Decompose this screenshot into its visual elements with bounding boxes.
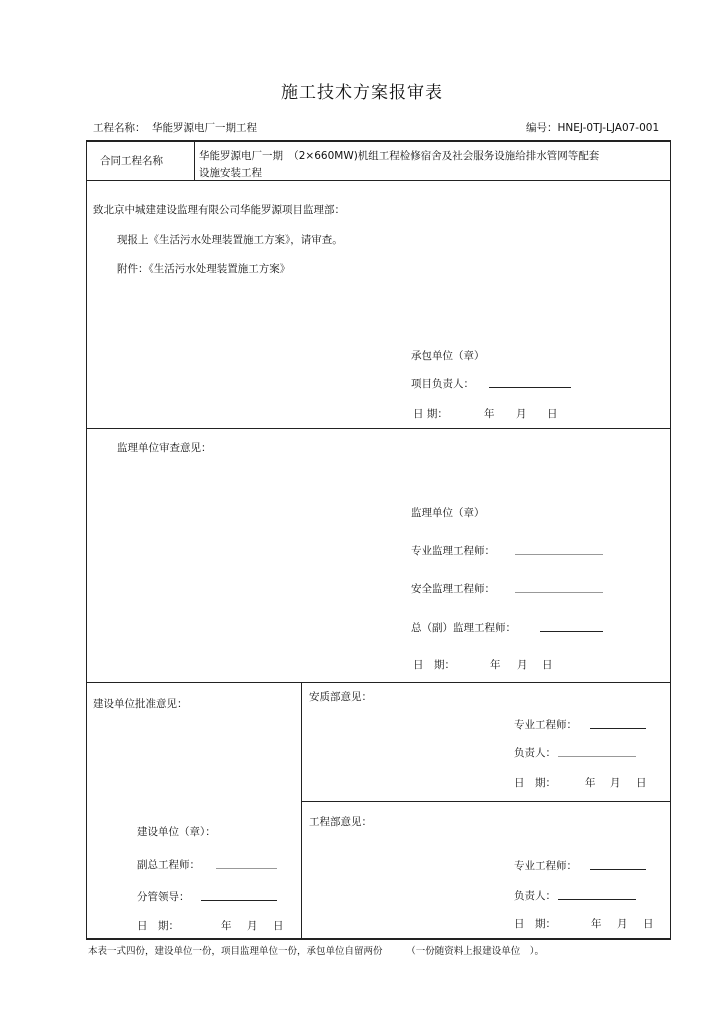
safety-dept-engineer-label: 专业工程师： (514, 719, 577, 731)
safety-dept-date-label: 日 期： (514, 777, 556, 789)
safety-supervisor-signature-line[interactable] (515, 592, 603, 593)
engineering-dept-date-label: 日 期： (514, 918, 556, 930)
engineering-dept-year: 年 (591, 918, 602, 930)
owner-date-label: 日 期： (137, 920, 179, 932)
engineering-dept-day: 日 (643, 918, 654, 930)
safety-dept-heading: 安质部意见： (309, 691, 372, 703)
owner-heading: 建设单位批准意见： (93, 698, 188, 710)
supervision-date-label: 日 期： (413, 659, 455, 671)
submission-day: 日 (547, 408, 558, 420)
addressee: 致北京中城建建设监理有限公司华能罗源项目监理部： (93, 204, 345, 216)
attachment-line: 附件：《生活污水处理装置施工方案》 (117, 263, 291, 275)
supervision-heading: 监理单位审查意见： (117, 442, 212, 454)
deputy-chief-signature-line[interactable] (216, 868, 277, 869)
supervision-month: 月 (517, 659, 528, 671)
chief-supervisor-label: 总（副）监理工程师： (411, 622, 516, 634)
specialty-supervisor-signature-line[interactable] (515, 554, 603, 555)
serial-number: 编号：HNEJ-0TJ-LJA07-001 (526, 122, 660, 134)
project-name: 华能罗源电厂一期工程 (152, 122, 257, 134)
contract-value-line2: 设施安装工程 (199, 167, 262, 179)
supervision-year: 年 (490, 659, 501, 671)
safety-dept-year: 年 (585, 777, 596, 789)
engineering-dept-engineer-label: 专业工程师： (514, 860, 577, 872)
submission-month: 月 (516, 408, 527, 420)
safety-supervisor-label: 安全监理工程师： (411, 583, 495, 595)
project-label: 工程名称： (93, 122, 146, 134)
supervision-day: 日 (542, 659, 553, 671)
contract-label: 合同工程名称 (100, 155, 163, 167)
safety-dept-day: 日 (636, 777, 647, 789)
owner-unit-seal: 建设单位（章）： (137, 826, 216, 838)
safety-dept-engineer-signature-line[interactable] (590, 728, 646, 729)
submission-date-label: 日 期： (413, 408, 448, 420)
submission-line1: 现报上《生活污水处理装置施工方案》，请审查。 (117, 234, 343, 246)
owner-day: 日 (273, 920, 284, 932)
safety-dept-person-label: 负责人： (514, 747, 556, 759)
engineering-dept-month: 月 (617, 918, 628, 930)
engineering-dept-heading: 工程部意见： (309, 816, 372, 828)
contractor-seal: 承包单位（章） (411, 350, 485, 362)
owner-year: 年 (221, 920, 232, 932)
footer-note: 本表一式四份，建设单位一份，项目监理单位一份，承包单位自留两份 （一份随资料上报建设单位 ）。 (88, 946, 545, 957)
safety-dept-person-signature-line[interactable] (558, 756, 636, 757)
project-manager-label: 项目负责人： (411, 378, 474, 390)
deputy-chief-label: 副总工程师： (137, 859, 200, 871)
submission-year: 年 (484, 408, 495, 420)
engineering-dept-person-label: 负责人： (514, 890, 556, 902)
leader-label: 分管领导： (137, 891, 190, 903)
form-title: 施工技术方案报审表 (281, 83, 443, 103)
owner-month: 月 (247, 920, 258, 932)
supervision-unit-seal: 监理单位（章） (411, 507, 485, 519)
chief-supervisor-signature-line[interactable] (540, 631, 603, 632)
specialty-supervisor-label: 专业监理工程师： (411, 545, 495, 557)
leader-signature-line[interactable] (201, 900, 277, 901)
safety-dept-month: 月 (610, 777, 621, 789)
engineering-dept-person-signature-line[interactable] (558, 899, 636, 900)
contract-value-line1: 华能罗源电厂一期 （2×660MW)机组工程检修宿舍及社会服务设施给排水管网等配套 (199, 150, 600, 162)
engineering-dept-engineer-signature-line[interactable] (590, 869, 646, 870)
project-manager-signature-line[interactable] (489, 387, 571, 388)
